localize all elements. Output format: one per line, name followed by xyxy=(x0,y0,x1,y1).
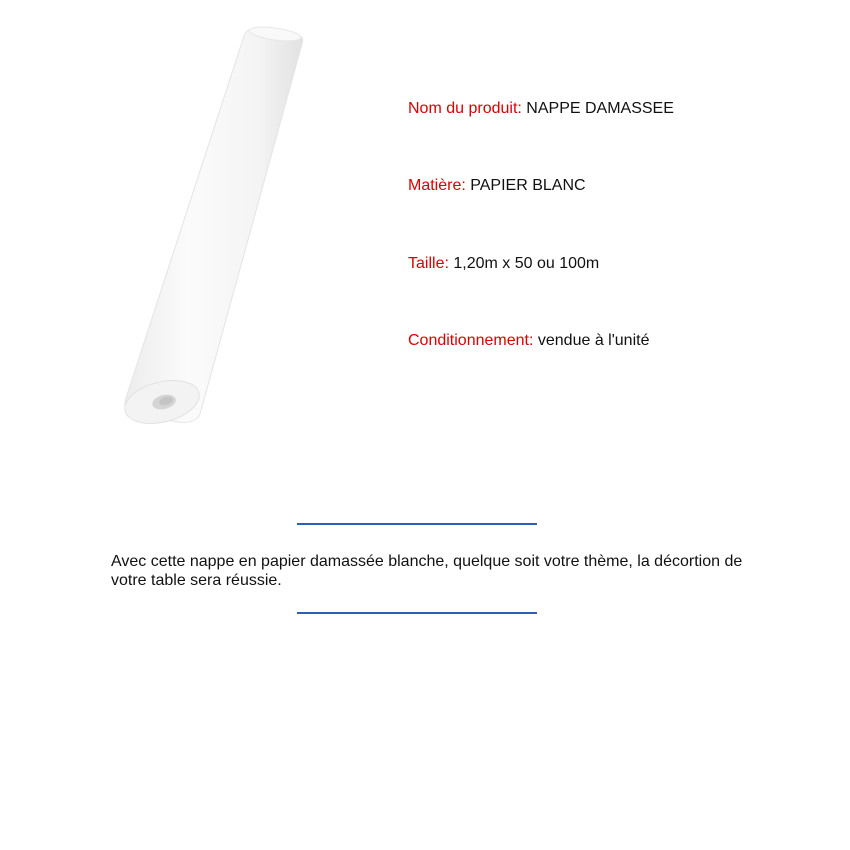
paper-roll-icon xyxy=(118,22,318,442)
spec-packaging xyxy=(408,331,649,351)
spec-material-label: Matière: xyxy=(408,177,466,194)
product-image xyxy=(118,22,318,442)
spec-packaging-value: vendue à l'unité xyxy=(537,332,650,349)
spec-size-label: Taille: xyxy=(408,255,449,272)
spec-product-name-value: NAPPE DAMASSEE xyxy=(526,100,674,117)
spec-material xyxy=(408,176,586,196)
divider-bottom xyxy=(297,612,537,614)
spec-size-value: 1,20m x 50 ou 100m xyxy=(453,255,600,272)
spec-material-value: PAPIER BLANC xyxy=(470,177,586,194)
product-description: Avec cette nappe en papier damassée blanche, quelque soit votre thème, la décortion de votre table sera réussie. xyxy=(111,553,743,589)
spec-product-name-label: Nom du produit: xyxy=(408,100,522,117)
spec-size xyxy=(408,254,599,274)
spec-product-name xyxy=(408,99,674,119)
spec-packaging-label: Conditionnement: xyxy=(408,332,534,349)
divider-top xyxy=(297,523,537,525)
